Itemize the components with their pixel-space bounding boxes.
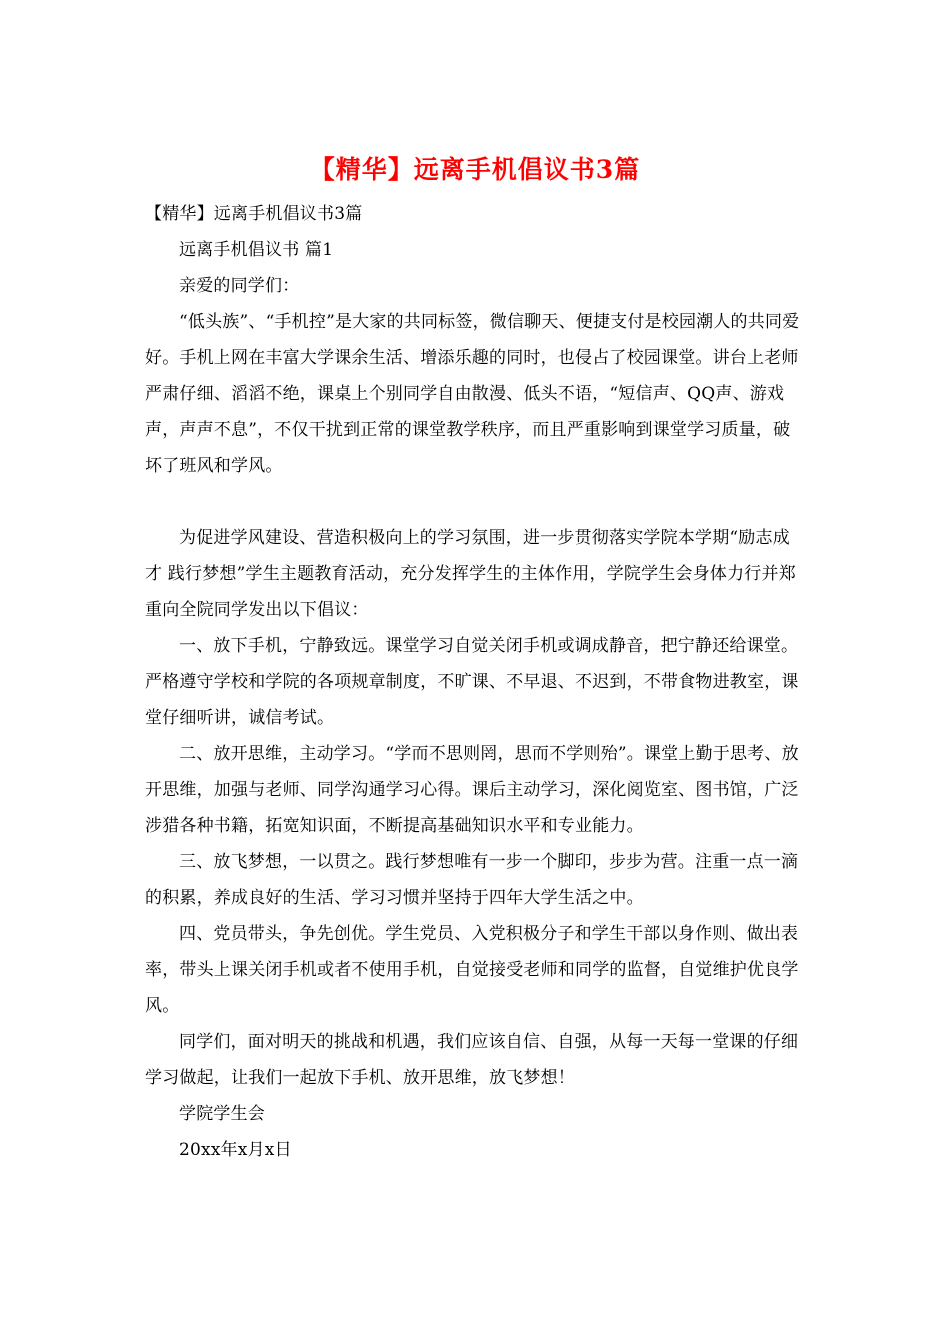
paragraph-1: “低头族”、“手机控”是大家的共同标签，微信聊天、便捷支付是校园潮人的共同爱好。手机上网在丰富大学课余生活、增添乐趣的同时，也侵占了校园课堂。讲台上老师严肃仔细、滔滔不绝，课桌上个别同学自由散漫、低头不语，“短信声、QQ声、游戏声，声声不息”，不仅干扰到正常的课堂教学秩序，而且严重影响到课堂学习质量，破坏了班风和学风。 [145, 312, 800, 476]
date: 20xx年x月x日 [179, 1140, 292, 1160]
paragraph-7: 同学们，面对明天的挑战和机遇，我们应该自信、自强，从每一天每一堂课的仔细学习做起，让我们一起放下手机、放开思维，放飞梦想！ [145, 1032, 799, 1088]
paragraph-4: 二、放开思维，主动学习。“学而不思则罔，思而不学则殆”。课堂上勤于思考、放开思维，加强与老师、同学沟通学习心得。课后主动学习，深化阅览室、图书馆，广泛涉猎各种书籍，拓宽知识面，不断提高基础知识水平和专业能力。 [145, 744, 799, 836]
document-subtitle: 【精华】远离手机倡议书3篇 [145, 204, 363, 224]
paragraph-5: 三、放飞梦想，一以贯之。践行梦想唯有一步一个脚印，步步为营。注重一点一滴的积累，养成良好的生活、学习习惯并坚持于四年大学生活之中。 [145, 852, 799, 908]
paragraph-2: 为促进学风建设、营造积极向上的学习氛围，进一步贯彻落实学院本学期“励志成才 践行梦想”学生主题教育活动，充分发挥学生的主体作用，学院学生会身体力行并郑重向全院同学发出以下倡议： [145, 528, 796, 620]
signature: 学院学生会 [179, 1104, 265, 1124]
document-title: 【精华】远离手机倡议书3篇 [309, 155, 641, 184]
document-body [145, 196, 807, 1168]
section-heading: 远离手机倡议书 篇1 [179, 240, 334, 260]
paragraph-spacer [145, 484, 807, 520]
paragraph-3: 一、放下手机，宁静致远。课堂学习自觉关闭手机或调成静音，把宁静还给课堂。严格遵守学校和学院的各项规章制度，不旷课、不早退、不迟到，不带食物进教室，课堂仔细听讲，诚信考试。 [145, 636, 799, 728]
greeting: 亲爱的同学们： [179, 276, 300, 296]
paragraph-6: 四、党员带头，争先创优。学生党员、入党积极分子和学生干部以身作则、做出表率，带头上课关闭手机或者不使用手机，自觉接受老师和同学的监督，自觉维护优良学风。 [145, 924, 799, 1016]
